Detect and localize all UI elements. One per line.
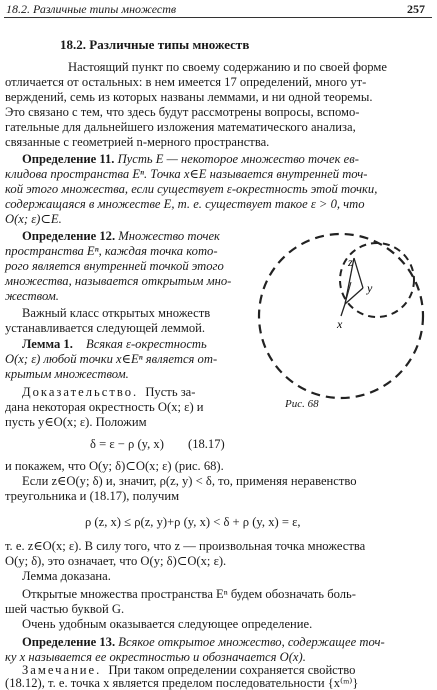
definition-text: Всякое открытое множество, содержащее точ- [118,635,385,649]
proof-text: пусть y∈O(x; ε). Положим [5,415,147,429]
paragraph-line: Важный класс открытых множеств [22,306,211,320]
definition-text: содержащаяся в множестве E, т. е. существует такое ε > 0, что [5,197,365,211]
definition-text: множества, называется открытым мно- [5,274,232,288]
proof-text: Пусть за- [145,385,196,399]
equation-18-17: δ = ε − ρ (y, x) [90,437,164,451]
intro-line: связанные с геометрией n-мерного пространства. [5,135,270,149]
proof-label: Доказательство. [22,385,139,399]
definition-text: жеством. [5,289,59,303]
figure-68-diagram [245,222,437,412]
remark-text: (18.12), т. е. точка x является пределом последовательности {x⁽ᵐ⁾} [5,676,359,690]
header-rule [4,17,432,18]
section-title: 18.2. Различные типы множеств [60,37,250,52]
definition-text: ку x называется ее окрестностью и обозначается O(x). [5,650,306,664]
remark-label: Замечание. [22,663,102,677]
definition-text: рого является внутренней точкой этого [5,259,224,273]
paragraph-line: т. е. z∈O(x; ε). В силу того, что z — произвольная точка множества [5,539,366,553]
paragraph-line: Если z∈O(y; δ) и, значит, ρ(z, y) < δ, то, применяя неравенство [22,474,357,488]
proof [22,385,195,399]
paragraph-line: Очень удобным оказывается следующее определение. [22,617,313,631]
equation-number: (18.17) [188,437,225,451]
definition-13 [22,635,385,649]
lemma-text: крытым множеством. [5,367,129,381]
figure-caption: Рис. 68 [285,398,319,410]
paragraph-line: треугольника и (18.17), получим [5,489,180,503]
point-label-z: z [348,255,353,269]
intro-line: Настоящий пункт по своему содержанию и по своей форме [68,60,387,74]
paragraph-line: устанавливается следующей леммой. [5,321,205,335]
definition-text: пространства Eⁿ, каждая точка кото- [5,244,218,258]
page-number: 257 [407,2,425,16]
intro-line: гательные для дальнейшего изложения математического анализа, [5,120,356,134]
definition-text: Множество точек [118,229,220,243]
segment-y-z [354,258,363,288]
proof-text: дана некоторая окрестность O(x; ε) и [5,400,204,414]
paragraph-line: Открытые множества пространства Eⁿ будем обозначать боль- [22,587,356,601]
point-label-x: x [337,317,343,331]
paragraph-line: Лемма доказана. [22,569,111,583]
definition-11 [22,152,359,166]
remark [22,663,355,677]
lemma-label: Лемма 1. [22,337,73,351]
definition-text: кой этого множества, если существует ε-окрестность этой точки, [5,182,378,196]
paragraph-line: O(y; δ), это означает, что O(y; δ)⊂O(x; ε). [5,554,227,568]
intro-line: верждений, семь из которых названы леммами, и ни одной теоремы. [5,90,373,104]
paragraph-line: и покажем, что O(y; δ)⊂O(x; ε) (рис. 68). [5,459,224,473]
lemma-text: Всякая ε-окрестность [86,337,207,351]
lemma-1 [22,337,207,351]
point-label-y: y [367,281,373,295]
intro-line: Это связано с тем, что здесь будут рассмотрены вопросы, вспомо- [5,105,360,119]
lemma-text: O(x; ε) любой точки x∈Eⁿ является от- [5,352,218,366]
definition-12 [22,229,220,243]
definition-text: клидова пространства Eⁿ. Точка x∈E называется внутренней точ- [5,167,368,181]
definition-label: Определение 13. [22,635,116,649]
definition-label: Определение 12. [22,229,116,243]
equation-chain: ρ (z, x) ≤ ρ(z, y)+ρ (y, x) < δ + ρ (y, x) = ε, [85,515,301,529]
running-header: 18.2. Различные типы множеств [6,2,177,16]
remark-text: При таком определении сохраняется свойство [108,663,356,677]
segment-center [341,304,345,316]
definition-text: Пусть E — некоторое множество точек ев- [117,152,359,166]
definition-label: Определение 11. [22,152,115,166]
paragraph-line: шей частью буквой G. [5,602,125,616]
definition-text: O(x; ε)⊂E. [5,212,62,226]
intro-line: отличается от остальных: в нем имеется 17 определений, много ут- [5,75,367,89]
